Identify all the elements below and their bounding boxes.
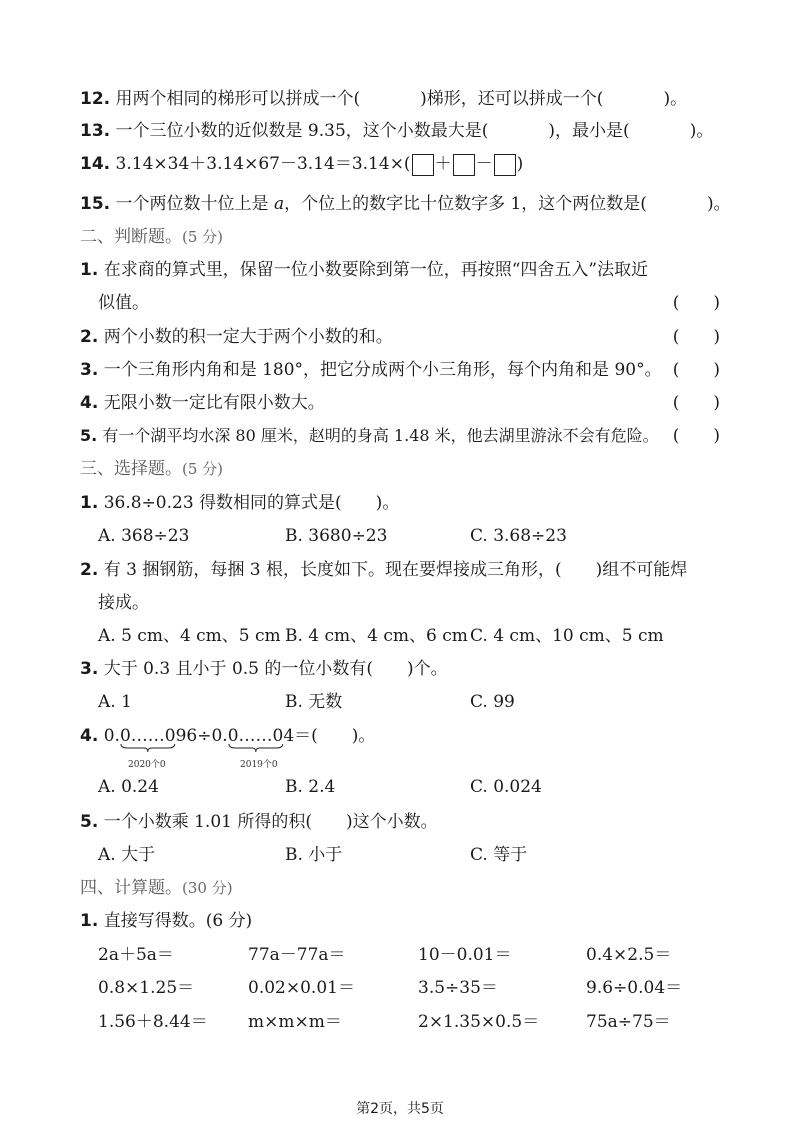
page-footer: 第2页，共5页 xyxy=(356,1101,444,1117)
calc-item[interactable]: 1.56＋8.44＝ xyxy=(98,1012,208,1032)
section-title: 四、计算题。 xyxy=(80,878,182,898)
question-text: 一个两位数十位上是 xyxy=(115,194,269,214)
answer-box[interactable] xyxy=(412,154,434,176)
brace-note-2019: 2019个0 xyxy=(240,760,278,770)
question-text: 有一个湖平均水深 80 厘米，赵明的身高 1.48 米，他去湖里游泳不会有危险。 xyxy=(102,426,659,445)
question-number: 15. xyxy=(80,194,111,214)
question-text: 36.8÷0.23 得数相同的算式是( )。 xyxy=(103,493,400,513)
option-c[interactable]: C. 4 cm、10 cm、5 cm xyxy=(470,626,664,646)
option-a[interactable]: A. 1 xyxy=(98,692,132,712)
question-text: 直接写得数。(6 分) xyxy=(103,911,253,931)
choice-question-1 xyxy=(80,492,760,514)
section-heading-calc xyxy=(80,877,233,899)
choice-question-2 xyxy=(80,559,760,581)
calc-question-1 xyxy=(80,910,760,932)
question-number: 12. xyxy=(80,89,111,109)
question-text: 用两个相同的梯形可以拼成一个( xyxy=(115,89,361,109)
question-text: 96÷0. xyxy=(175,726,228,746)
question-text: 一个三位小数的近似数是 9.35，这个小数最大是( xyxy=(115,121,489,141)
zeros-text: 0……0 xyxy=(227,726,284,746)
section-title: 二、判断题。 xyxy=(80,227,182,247)
choice-question-2-continued xyxy=(98,592,149,614)
underbrace-icon xyxy=(228,743,284,753)
judge-question-1 xyxy=(80,259,760,281)
option-c[interactable]: C. 99 xyxy=(470,692,515,712)
choice-question-3 xyxy=(80,658,760,680)
option-a[interactable]: A. 5 cm、4 cm、5 cm xyxy=(98,626,281,646)
question-number: 2. xyxy=(80,327,99,347)
calc-item[interactable]: 3.5÷35＝ xyxy=(418,978,498,998)
question-text: 在求商的算式里，保留一位小数要除到第一位，再按照“四舍五入”法取近 xyxy=(103,260,649,280)
section-points: (5 分) xyxy=(182,460,224,478)
question-15 xyxy=(80,193,760,215)
calc-item[interactable]: 9.6÷0.04＝ xyxy=(586,978,683,998)
option-a[interactable]: A. 大于 xyxy=(98,845,156,865)
question-number: 3. xyxy=(80,659,99,679)
plus-sign: ＋ xyxy=(434,154,452,174)
question-number: 5. xyxy=(80,812,99,832)
question-text: 一个小数乘 1.01 所得的积( )这个小数。 xyxy=(103,812,438,832)
judge-question-2 xyxy=(80,326,760,348)
option-b[interactable]: B. 小于 xyxy=(285,845,343,865)
zeros-group-1 xyxy=(120,725,176,747)
judge-question-4 xyxy=(80,392,760,414)
question-text: )。 xyxy=(663,89,688,109)
variable-a: a xyxy=(273,194,285,214)
judge-answer-paren[interactable] xyxy=(673,292,720,314)
option-b[interactable]: B. 无数 xyxy=(285,692,343,712)
question-12 xyxy=(80,88,760,110)
calc-item[interactable]: 77a－77a＝ xyxy=(248,945,346,965)
option-c[interactable]: C. 等于 xyxy=(470,845,528,865)
question-text: 大于 0.3 且小于 0.5 的一位小数有( )个。 xyxy=(103,659,448,679)
question-number: 5. xyxy=(80,426,98,445)
choice-question-5 xyxy=(80,811,760,833)
section-points: (5 分) xyxy=(182,228,224,246)
question-text: 0. xyxy=(103,726,120,746)
question-text: ) xyxy=(516,154,524,174)
question-number: 4. xyxy=(80,726,99,746)
question-text: )。 xyxy=(689,121,714,141)
judge-answer-paren[interactable] xyxy=(673,392,720,414)
judge-answer-paren[interactable] xyxy=(673,326,720,348)
question-13 xyxy=(80,120,760,142)
judge-question-5 xyxy=(80,425,760,447)
section-points: (30 分) xyxy=(182,879,233,897)
brace-note-2020: 2020个0 xyxy=(128,760,166,770)
question-text: 有 3 捆钢筋，每捆 3 根，长度如下。现在要焊接成三角形，( )组不可能焊 xyxy=(103,560,688,580)
answer-paren[interactable]: ( ) xyxy=(672,393,720,413)
question-text: 两个小数的积一定大于两个小数的和。 xyxy=(103,327,393,347)
option-b[interactable]: B. 2.4 xyxy=(285,777,336,797)
underbrace-icon xyxy=(120,743,176,753)
judge-answer-paren[interactable] xyxy=(673,425,720,447)
answer-paren[interactable]: ( ) xyxy=(672,360,720,380)
zeros-group-2 xyxy=(228,725,284,747)
choice-question-4 xyxy=(80,725,760,747)
section-title: 三、选择题。 xyxy=(80,459,182,479)
calc-item[interactable]: 2×1.35×0.5＝ xyxy=(418,1012,540,1032)
question-14 xyxy=(80,153,760,176)
question-number: 1. xyxy=(80,260,99,280)
zeros-text: 0……0 xyxy=(119,726,176,746)
section-heading-judge xyxy=(80,226,223,248)
answer-paren[interactable]: ( ) xyxy=(672,327,720,347)
option-c[interactable]: C. 0.024 xyxy=(470,777,542,797)
judge-question-3 xyxy=(80,359,760,381)
question-number: 3. xyxy=(80,360,99,380)
question-text: ，个位上的数字比十位数字多 1，这个两位数是( xyxy=(284,194,647,214)
question-number: 1. xyxy=(80,911,99,931)
section-heading-choice xyxy=(80,458,223,480)
question-text: )梯形，还可以拼成一个( xyxy=(420,89,604,109)
question-text: )。 xyxy=(706,194,731,214)
answer-box[interactable] xyxy=(494,154,516,176)
calc-item[interactable]: 0.4×2.5＝ xyxy=(586,945,672,965)
calc-item[interactable]: 10－0.01＝ xyxy=(418,945,512,965)
question-number: 14. xyxy=(80,154,111,174)
option-a[interactable]: A. 0.24 xyxy=(98,777,159,797)
judge-question-1-continued xyxy=(98,292,149,314)
question-number: 1. xyxy=(80,493,99,513)
option-a[interactable]: A. 368÷23 xyxy=(98,526,190,546)
option-b[interactable]: B. 4 cm、4 cm、6 cm xyxy=(285,626,468,646)
question-number: 2. xyxy=(80,560,99,580)
minus-sign: － xyxy=(475,154,493,174)
question-text: 接成。 xyxy=(98,593,149,613)
question-text: )，最小是( xyxy=(548,121,630,141)
question-number: 4. xyxy=(80,393,99,413)
option-c[interactable]: C. 3.68÷23 xyxy=(470,526,567,546)
question-text: 似值。 xyxy=(98,293,149,313)
judge-answer-paren[interactable] xyxy=(673,359,720,381)
question-text: 一个三角形内角和是 180°，把它分成两个小三角形，每个内角和是 90°。 xyxy=(103,360,662,380)
calc-item[interactable]: 0.8×1.25＝ xyxy=(98,978,195,998)
answer-box[interactable] xyxy=(453,154,475,176)
question-text: 4＝( )。 xyxy=(283,726,376,746)
answer-paren[interactable]: ( ) xyxy=(672,293,720,313)
calc-item[interactable]: 2a＋5a＝ xyxy=(98,945,174,965)
calc-item[interactable]: m×m×m＝ xyxy=(248,1012,342,1032)
answer-paren[interactable]: ( ) xyxy=(672,426,720,446)
calc-item[interactable]: 75a÷75＝ xyxy=(586,1012,671,1032)
question-text: 3.14×34＋3.14×67－3.14＝3.14×( xyxy=(115,154,411,174)
question-text: 无限小数一定比有限小数大。 xyxy=(103,393,325,413)
option-b[interactable]: B. 3680÷23 xyxy=(285,526,388,546)
calc-item[interactable]: 0.02×0.01＝ xyxy=(248,978,355,998)
question-number: 13. xyxy=(80,121,111,141)
